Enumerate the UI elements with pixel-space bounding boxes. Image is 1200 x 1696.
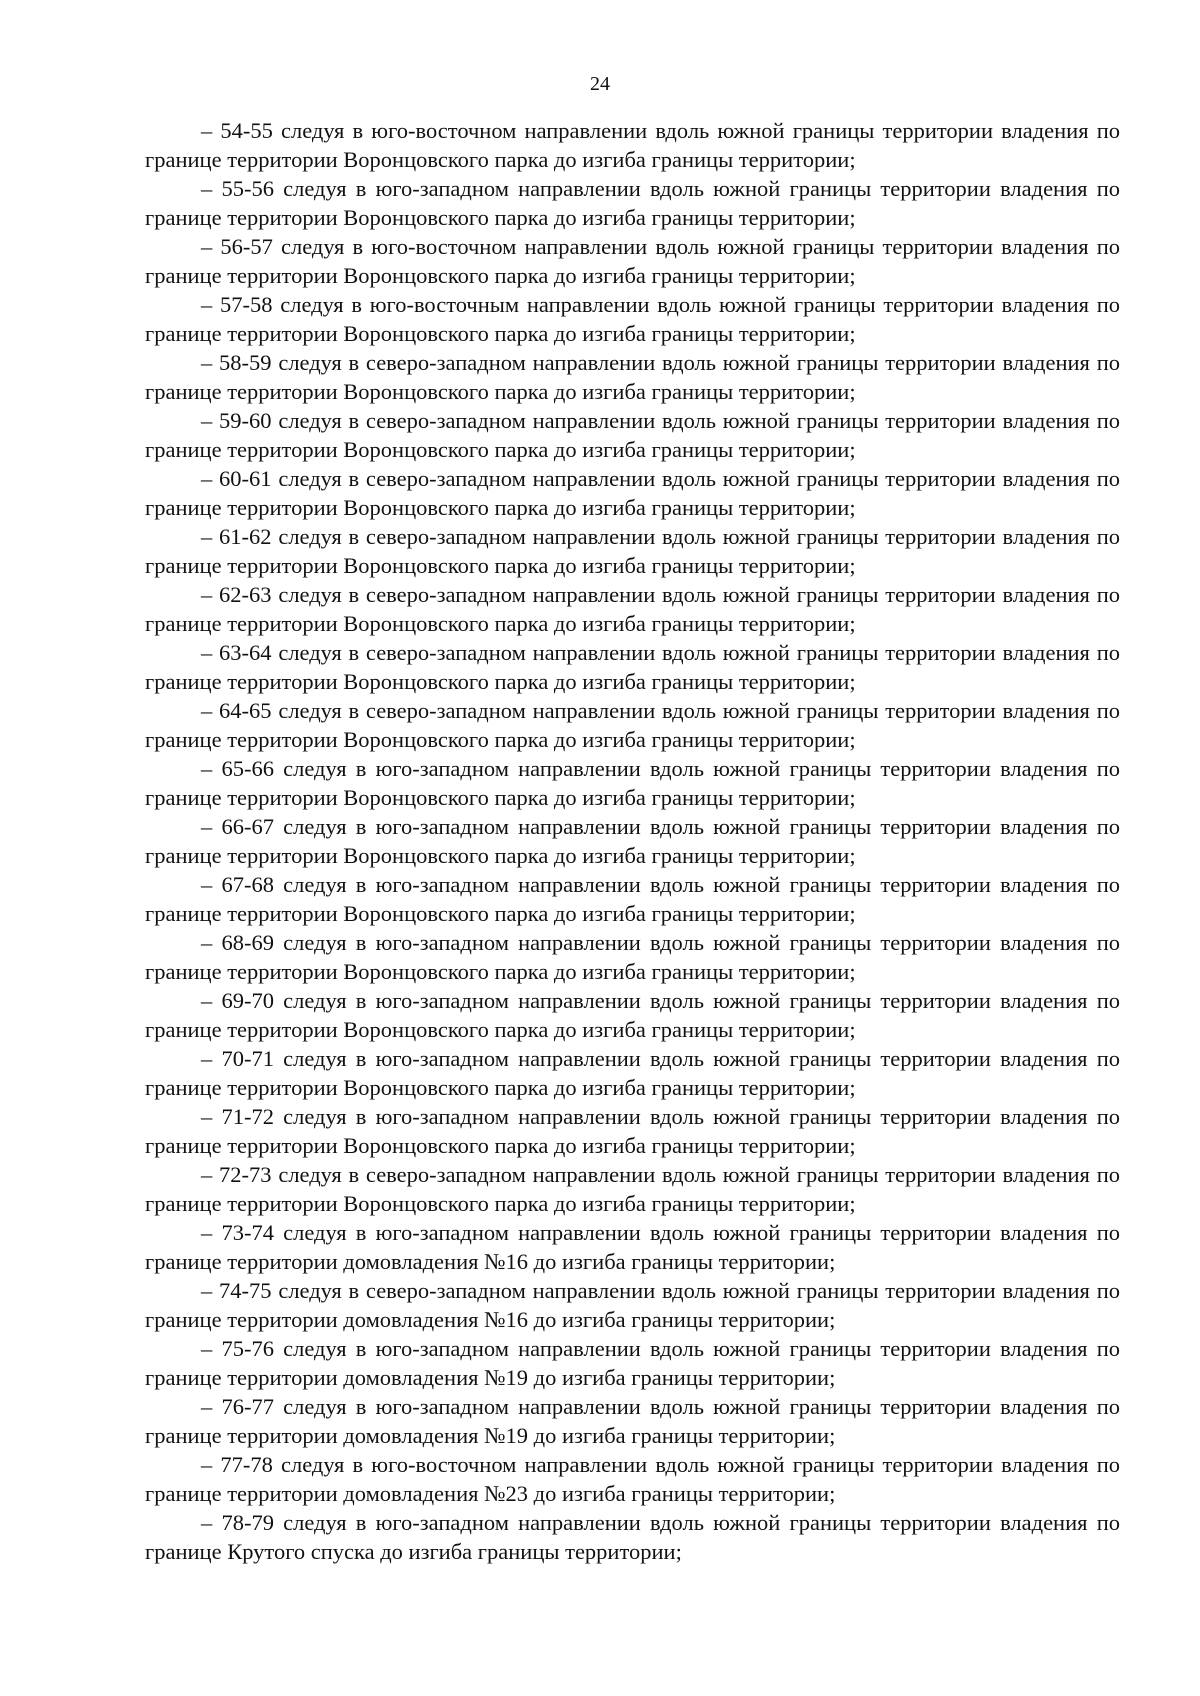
boundary-segment-paragraph: – 64-65 следуя в северо-западном направлении вдоль южной границы территории владения по границе территории Воронцовского парка до изгиба границы территории; bbox=[145, 698, 1120, 752]
boundary-segment-paragraph: – 75-76 следуя в юго-западном направлении вдоль южной границы территории владения по границе территории домовладения №19 до изгиба границы территории; bbox=[145, 1336, 1120, 1390]
boundary-segment-paragraph: – 55-56 следуя в юго-западном направлении вдоль южной границы территории владения по границе территории Воронцовского парка до изгиба границы территории; bbox=[145, 176, 1120, 230]
boundary-segment-paragraph: – 78-79 следуя в юго-западном направлении вдоль южной границы территории владения по границе Крутого спуска до изгиба границы территории; bbox=[145, 1510, 1120, 1564]
boundary-segment-paragraph: – 66-67 следуя в юго-западном направлении вдоль южной границы территории владения по границе территории Воронцовского парка до изгиба границы территории; bbox=[145, 814, 1120, 868]
page-number: 24 bbox=[590, 73, 610, 95]
boundary-segment-paragraph: – 74-75 следуя в северо-западном направлении вдоль южной границы территории владения по границе территории домовладения №16 до изгиба границы территории; bbox=[145, 1278, 1120, 1332]
boundary-segment-paragraph: – 72-73 следуя в северо-западном направлении вдоль южной границы территории владения по границе территории Воронцовского парка до изгиба границы территории; bbox=[145, 1162, 1120, 1216]
boundary-segment-paragraph: – 62-63 следуя в северо-западном направлении вдоль южной границы территории владения по границе территории Воронцовского парка до изгиба границы территории; bbox=[145, 582, 1120, 636]
boundary-segment-paragraph: – 77-78 следуя в юго-восточном направлении вдоль южной границы территории владения по границе территории домовладения №23 до изгиба границы территории; bbox=[145, 1452, 1120, 1506]
boundary-segment-paragraph: – 68-69 следуя в юго-западном направлении вдоль южной границы территории владения по границе территории Воронцовского парка до изгиба границы территории; bbox=[145, 930, 1120, 984]
boundary-segment-paragraph: – 61-62 следуя в северо-западном направлении вдоль южной границы территории владения по границе территории Воронцовского парка до изгиба границы территории; bbox=[145, 524, 1120, 578]
boundary-segment-paragraph: – 56-57 следуя в юго-восточном направлении вдоль южной границы территории владения по границе территории Воронцовского парка до изгиба границы территории; bbox=[145, 234, 1120, 288]
boundary-segment-paragraph: – 60-61 следуя в северо-западном направлении вдоль южной границы территории владения по границе территории Воронцовского парка до изгиба границы территории; bbox=[145, 466, 1120, 520]
boundary-segment-paragraph: – 71-72 следуя в юго-западном направлении вдоль южной границы территории владения по границе территории Воронцовского парка до изгиба границы территории; bbox=[145, 1104, 1120, 1158]
boundary-segment-paragraph: – 57-58 следуя в юго-восточным направлении вдоль южной границы территории владения по границе территории Воронцовского парка до изгиба границы территории; bbox=[145, 292, 1120, 346]
boundary-segment-paragraph: – 73-74 следуя в юго-западном направлении вдоль южной границы территории владения по границе территории домовладения №16 до изгиба границы территории; bbox=[145, 1220, 1120, 1274]
boundary-segment-paragraph: – 58-59 следуя в северо-западном направлении вдоль южной границы территории владения по границе территории Воронцовского парка до изгиба границы территории; bbox=[145, 350, 1120, 404]
boundary-segment-paragraph: – 67-68 следуя в юго-западном направлении вдоль южной границы территории владения по границе территории Воронцовского парка до изгиба границы территории; bbox=[145, 872, 1120, 926]
boundary-segment-paragraph: – 54-55 следуя в юго-восточном направлении вдоль южной границы территории владения по границе территории Воронцовского парка до изгиба границы территории; bbox=[145, 118, 1120, 172]
document-body bbox=[145, 116, 1120, 1566]
boundary-segment-paragraph: – 65-66 следуя в юго-западном направлении вдоль южной границы территории владения по границе территории Воронцовского парка до изгиба границы территории; bbox=[145, 756, 1120, 810]
boundary-segment-paragraph: – 70-71 следуя в юго-западном направлении вдоль южной границы территории владения по границе территории Воронцовского парка до изгиба границы территории; bbox=[145, 1046, 1120, 1100]
boundary-segment-paragraph: – 59-60 следуя в северо-западном направлении вдоль южной границы территории владения по границе территории Воронцовского парка до изгиба границы территории; bbox=[145, 408, 1120, 462]
boundary-segment-paragraph: – 69-70 следуя в юго-западном направлении вдоль южной границы территории владения по границе территории Воронцовского парка до изгиба границы территории; bbox=[145, 988, 1120, 1042]
boundary-segment-paragraph: – 63-64 следуя в северо-западном направлении вдоль южной границы территории владения по границе территории Воронцовского парка до изгиба границы территории; bbox=[145, 640, 1120, 694]
boundary-segment-paragraph: – 76-77 следуя в юго-западном направлении вдоль южной границы территории владения по границе территории домовладения №19 до изгиба границы территории; bbox=[145, 1394, 1120, 1448]
